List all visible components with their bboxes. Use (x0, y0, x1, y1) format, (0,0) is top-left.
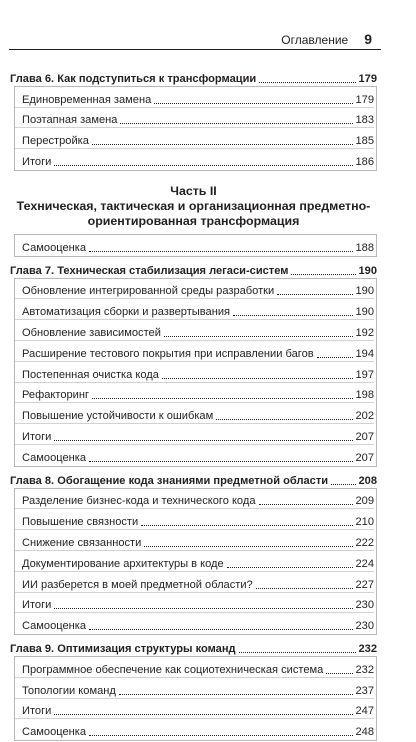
toc-chapter-8 (10, 468, 377, 488)
toc-entry (15, 149, 374, 169)
toc-entry-page: 207 (355, 451, 374, 464)
toc-entry-page: 192 (355, 326, 374, 339)
toc-entry (15, 108, 374, 129)
dot-leader (92, 144, 354, 145)
toc-entry-title: Топологии команд (22, 684, 116, 697)
toc-entry (15, 699, 374, 720)
part-label: Часть II (170, 183, 217, 198)
toc-entry-title: Самооценка (22, 620, 87, 633)
toc-chapter-7-sections (14, 278, 377, 467)
toc-entry-title: Обновление зависимостей (22, 326, 161, 339)
toc-entry-title: Самооценка (22, 241, 87, 254)
toc-entry-page: 210 (355, 516, 374, 529)
part-heading (10, 172, 377, 234)
toc-entry-title: Повышение устойчивости к ошибкам (22, 410, 214, 423)
toc-entry-title: Поэтапная замена (22, 114, 118, 127)
toc-entry (15, 362, 374, 383)
toc-chapter-7 (10, 258, 377, 278)
toc-chapter-8-sections (14, 488, 377, 636)
toc-entry (15, 403, 374, 424)
toc-chapter-page: 208 (358, 474, 377, 487)
toc-entry-title: Самооценка (22, 726, 87, 739)
toc-entry-title: Снижение связанности (22, 536, 142, 549)
table-of-contents (10, 66, 377, 742)
dot-leader (162, 378, 354, 379)
toc-entry-page: 232 (355, 663, 374, 676)
dot-leader (89, 461, 353, 462)
dot-leader (164, 336, 354, 337)
toc-entry-page: 202 (355, 410, 374, 423)
part-title-line-1: Техническая, тактическая и организационная предметно- (16, 198, 371, 213)
toc-entry (15, 383, 374, 404)
toc-entry-title: Постепенная очистка кода (22, 368, 159, 381)
toc-chapter-title: Глава 6. Как подступиться к трансформации (10, 72, 257, 85)
toc-entry-title: Повышение связности (22, 516, 139, 529)
toc-entry (15, 445, 374, 465)
toc-entry-title: Самооценка (22, 451, 87, 464)
dot-leader (54, 165, 353, 166)
dot-leader (239, 652, 357, 653)
toc-chapter-6-sections (14, 86, 377, 171)
toc-entry-title: Разделение бизнес-кода и технического кода (22, 495, 256, 508)
dot-leader (259, 82, 356, 83)
toc-entry-page: 247 (355, 705, 374, 718)
dot-leader (259, 504, 354, 505)
toc-entry-title: Итоги (22, 430, 52, 443)
dot-leader (141, 525, 353, 526)
dot-leader (144, 546, 353, 547)
toc-entry-title: Перестройка (22, 135, 89, 148)
header-rule (9, 49, 381, 50)
toc-entry-title: ИИ разберется в моей предметной области? (22, 578, 253, 591)
toc-entry-page: 230 (355, 620, 374, 633)
toc-entry-page: 183 (355, 114, 374, 127)
toc-entry (15, 341, 374, 362)
dot-leader (54, 714, 353, 715)
toc-entry (15, 279, 374, 300)
dot-leader (154, 103, 353, 104)
toc-chapter-6 (10, 66, 377, 86)
dot-leader (326, 673, 353, 674)
dot-leader (89, 629, 353, 630)
running-header (281, 32, 372, 47)
dot-leader (291, 274, 356, 275)
dot-leader (120, 123, 353, 124)
toc-entry (15, 551, 374, 572)
dot-leader (233, 315, 353, 316)
dot-leader (54, 440, 353, 441)
toc-entry-title: Автоматизация сборки и развертывания (22, 306, 231, 319)
toc-chapter-9-sections (14, 656, 377, 741)
toc-part-2-sections (14, 234, 377, 257)
toc-entry (15, 530, 374, 551)
toc-entry (15, 613, 374, 633)
toc-entry-page: 207 (355, 430, 374, 443)
toc-chapter-title: Глава 7. Техническая стабилизация легаси-систем (10, 264, 289, 277)
toc-entry-title: Единовременная замена (22, 93, 152, 106)
toc-entry-page: 198 (355, 389, 374, 402)
toc-entry-page: 188 (355, 241, 374, 254)
toc-entry-page: 194 (355, 347, 374, 360)
dot-leader (277, 294, 353, 295)
toc-entry-page: 227 (355, 578, 374, 591)
toc-entry-title: Расширение тестового покрытия при исправлении багов (22, 347, 314, 360)
dot-leader (119, 694, 354, 695)
part-title-line-2: ориентированная трансформация (87, 214, 300, 229)
toc-entry-title: Итоги (22, 155, 52, 168)
toc-entry-title: Обновление интегрированной среды разработки (22, 285, 275, 298)
toc-entry (15, 320, 374, 341)
toc-entry-title: Итоги (22, 599, 52, 612)
dot-leader (54, 608, 353, 609)
dot-leader (227, 567, 354, 568)
toc-entry-page: 190 (355, 285, 374, 298)
toc-entry-page: 248 (355, 726, 374, 739)
dot-leader (317, 357, 354, 358)
toc-entry (15, 128, 374, 149)
toc-chapter-title: Глава 9. Оптимизация структуры команд (10, 642, 236, 655)
toc-entry-page: 190 (355, 306, 374, 319)
toc-entry (15, 424, 374, 445)
toc-chapter-page: 179 (358, 72, 377, 85)
dot-leader (256, 588, 354, 589)
toc-chapter-title: Глава 8. Обогащение кода знаниями предметной области (10, 474, 329, 487)
toc-entry (15, 678, 374, 699)
toc-entry (15, 87, 374, 108)
toc-entry-page: 237 (355, 684, 374, 697)
toc-entry-page: 186 (355, 155, 374, 168)
toc-entry (15, 593, 374, 614)
toc-entry-title: Рефакторинг (22, 389, 90, 402)
toc-entry (15, 235, 374, 255)
toc-entry (15, 657, 374, 678)
running-header-title: Оглавление (281, 33, 349, 47)
toc-entry-page: 179 (355, 93, 374, 106)
toc-entry (15, 509, 374, 530)
dot-leader (89, 735, 353, 736)
toc-entry-page: 185 (355, 135, 374, 148)
toc-entry-page: 222 (355, 536, 374, 549)
toc-entry-page: 224 (355, 557, 374, 570)
toc-entry-title: Документирование архитектуры в коде (22, 557, 224, 570)
toc-entry (15, 719, 374, 739)
dot-leader (89, 251, 353, 252)
toc-entry (15, 572, 374, 593)
toc-chapter-9 (10, 636, 377, 656)
toc-entry-page: 209 (355, 495, 374, 508)
dot-leader (331, 484, 356, 485)
toc-chapter-page: 190 (358, 264, 377, 277)
toc-entry (15, 299, 374, 320)
toc-entry-title: Итоги (22, 705, 52, 718)
toc-chapter-page: 232 (358, 642, 377, 655)
toc-entry-page: 230 (355, 599, 374, 612)
dot-leader (92, 398, 353, 399)
toc-entry-page: 197 (355, 368, 374, 381)
dot-leader (216, 419, 353, 420)
toc-entry-title: Программное обеспечение как социотехническая система (22, 663, 324, 676)
toc-entry (15, 489, 374, 510)
page-number: 9 (364, 31, 372, 47)
